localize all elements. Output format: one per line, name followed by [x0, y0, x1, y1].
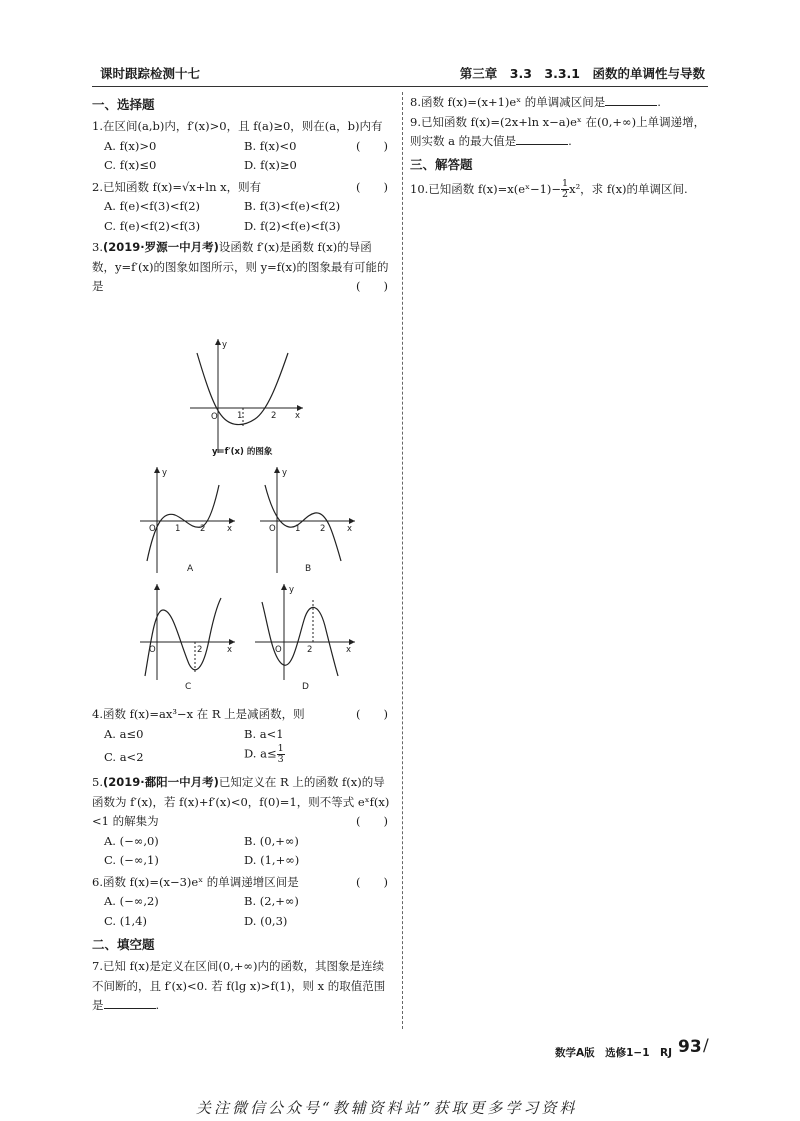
- left-column: [92, 93, 394, 297]
- q3-source-tag: (2019·罗源一中月考): [102, 240, 219, 254]
- right-column: [410, 93, 710, 201]
- origin-label: O: [211, 412, 218, 422]
- answer-blank[interactable]: [605, 93, 657, 106]
- q2-option-d: D. f(2)<f(e)<f(3): [244, 218, 341, 233]
- q6-text: 6.函数 f(x)=(x−3)eˣ 的单调递增区间是: [92, 874, 299, 889]
- question-3: [92, 238, 394, 297]
- d-origin: O: [275, 645, 282, 655]
- option-b-label: B: [305, 564, 312, 574]
- answer-paren: ( ): [356, 179, 388, 194]
- column-divider: [402, 92, 403, 1029]
- q7-text: 7.已知 f(x)是定义在区间(0,+∞)内的函数，其图象是连续不间断的，且 f′(x)<0. 若 f(lg x)>f(1)，则 x 的取值范围是: [92, 959, 386, 1012]
- q1-text: 1.在区间(a,b)内，f′(x)>0，且 f(a)≥0，则在(a，b)内有: [92, 119, 383, 133]
- question-7: 7.已知 f(x)是定义在区间(0,+∞)内的函数，其图象是连续不间断的，且 f′(x)<0. 若 f(lg x)>f(1)，则 x 的取值范围是 .: [92, 959, 386, 1012]
- q10-text-b: x²，求 f(x)的单调区间.: [569, 181, 688, 196]
- d-x-label: x: [346, 645, 352, 655]
- q5-number: 5.: [92, 775, 103, 789]
- question-8: 8.函数 f(x)=(x+1)eˣ 的单调减区间是 .: [410, 95, 661, 109]
- q5-text: 已知定义在 R 上的函数 f(x)的导函数为 f′(x)，若 f(x)+f′(x)<0，f(0)=1，则不等式 eˣf(x)<1 的解集为: [92, 775, 390, 828]
- graph-option-b: [255, 463, 360, 578]
- q5-option-c: C. (−∞,1): [104, 853, 159, 867]
- graph-caption: y=f′(x) 的图象: [212, 447, 273, 457]
- a-tick-1: 1: [175, 524, 181, 534]
- tick-label-1: 1: [237, 411, 243, 421]
- option-a-label: A: [187, 564, 194, 574]
- answer-paren: ( ): [356, 814, 388, 828]
- q9-text: 9.已知函数 f(x)=(2x+ln x−a)eˣ 在(0,+∞)上单调递增，则实数 a 的最大值是: [410, 114, 706, 148]
- q5-option-b: B. (0,+∞): [244, 833, 299, 848]
- a-x-label: x: [227, 524, 233, 534]
- graph-option-a: [135, 463, 240, 578]
- question-4: [92, 705, 394, 770]
- q1-option-a: A. f(x)>0: [104, 138, 157, 153]
- q6-option-d: D. (0,3): [244, 913, 288, 928]
- q10-fraction: $\frac{1}{2}$: [562, 178, 569, 200]
- option-c-label: C: [185, 682, 192, 692]
- q6-option-a: A. (−∞,2): [104, 894, 159, 908]
- answer-paren: ( ): [356, 874, 388, 889]
- section-choice: 一、选择题: [92, 97, 155, 112]
- bottom-note: 关注微信公众号“教辅资料站”获取更多学习资料: [196, 1099, 578, 1117]
- q4-option-a: A. a≤0: [104, 726, 144, 741]
- q2-option-c: C. f(e)<f(2)<f(3): [104, 218, 201, 233]
- chapter-title: 第三章 3.3 3.3.1 函数的单调性与导数: [459, 66, 705, 81]
- q2-option-a: A. f(e)<f(3)<f(2): [104, 199, 201, 213]
- derivative-graph: [185, 335, 310, 460]
- tick-label-2: 2: [271, 411, 277, 421]
- q2-option-b: B. f(3)<f(e)<f(2): [244, 199, 341, 213]
- q4-text: 4.函数 f(x)=ax³−x 在 R 上是减函数，则: [92, 707, 305, 721]
- left-column-lower: [92, 705, 394, 1016]
- section-answer: 三、解答题: [410, 156, 473, 172]
- q4-option-d: D. a≤ $\frac{1}{3}$: [244, 743, 284, 765]
- answer-paren: ( ): [356, 279, 388, 293]
- graph-option-d: [250, 580, 360, 695]
- b-y-label: y: [282, 468, 288, 478]
- c-origin: O: [149, 645, 156, 655]
- answer-blank[interactable]: [104, 996, 156, 1009]
- lesson-title: 课时跟踪检测十七: [100, 66, 201, 81]
- header-rule: [92, 86, 708, 87]
- q1-option-b: B. f(x)<0: [244, 138, 297, 153]
- c-x-label: x: [227, 645, 233, 655]
- question-2: [92, 178, 394, 237]
- question-6: [92, 873, 394, 932]
- q8-text: 8.函数 f(x)=(x+1)eˣ 的单调减区间是: [410, 95, 606, 109]
- question-9: 9.已知函数 f(x)=(2x+ln x−a)eˣ 在(0,+∞)上单调递增，则实数 a 的最大值是 .: [410, 114, 706, 148]
- a-origin: O: [149, 524, 156, 534]
- b-tick-2: 2: [320, 524, 326, 534]
- q6-option-b: B. (2,+∞): [244, 894, 299, 908]
- answer-blank[interactable]: [516, 132, 568, 145]
- q5-source-tag: (2019·鄱阳一中月考): [102, 775, 219, 789]
- d-tick-2: 2: [307, 645, 313, 655]
- footer-label: 数学A版 选修1−1 RJ: [555, 1047, 673, 1059]
- q4-option-b: B. a<1: [244, 726, 284, 741]
- answer-paren: ( ): [356, 138, 388, 153]
- y-axis-label: y: [222, 340, 228, 350]
- section-fill: 二、填空题: [92, 937, 155, 952]
- c-tick-2: 2: [197, 645, 203, 655]
- q6-option-c: C. (1,4): [104, 913, 147, 928]
- q1-option-c: C. f(x)≤0: [104, 158, 157, 172]
- q5-option-d: D. (1,+∞): [244, 853, 300, 867]
- question-5: [92, 773, 394, 871]
- b-origin: O: [269, 524, 276, 534]
- q3-number: 3.: [92, 240, 103, 254]
- q3-text: 设函数 f′(x)是函数 f(x)的导函数，y=f′(x)的图象如图所示，则 y=f(x)的图象最有可能的是: [92, 240, 389, 293]
- b-tick-1: 1: [295, 524, 301, 534]
- a-y-label: y: [162, 468, 168, 478]
- q5-option-a: A. (−∞,0): [104, 833, 159, 848]
- q4-option-c: C. a<2: [104, 750, 144, 764]
- a-tick-2: 2: [200, 524, 206, 534]
- q2-text: 2.已知函数 f(x)=√x+ln x，则有: [92, 179, 262, 194]
- question-1: [92, 117, 394, 176]
- answer-paren: ( ): [356, 707, 388, 721]
- d-y-label: y: [289, 585, 295, 595]
- x-axis-label: x: [295, 411, 301, 421]
- q1-option-d: D. f(x)≥0: [244, 158, 297, 172]
- graph-option-c: [135, 580, 240, 695]
- question-10: [410, 177, 710, 201]
- option-d-label: D: [302, 682, 309, 692]
- q10-text-a: 10.已知函数 f(x)=x(eˣ−1)−: [410, 181, 562, 196]
- b-x-label: x: [347, 524, 353, 534]
- page-number: 93: [678, 1037, 702, 1057]
- page-slash: /: [703, 1036, 709, 1056]
